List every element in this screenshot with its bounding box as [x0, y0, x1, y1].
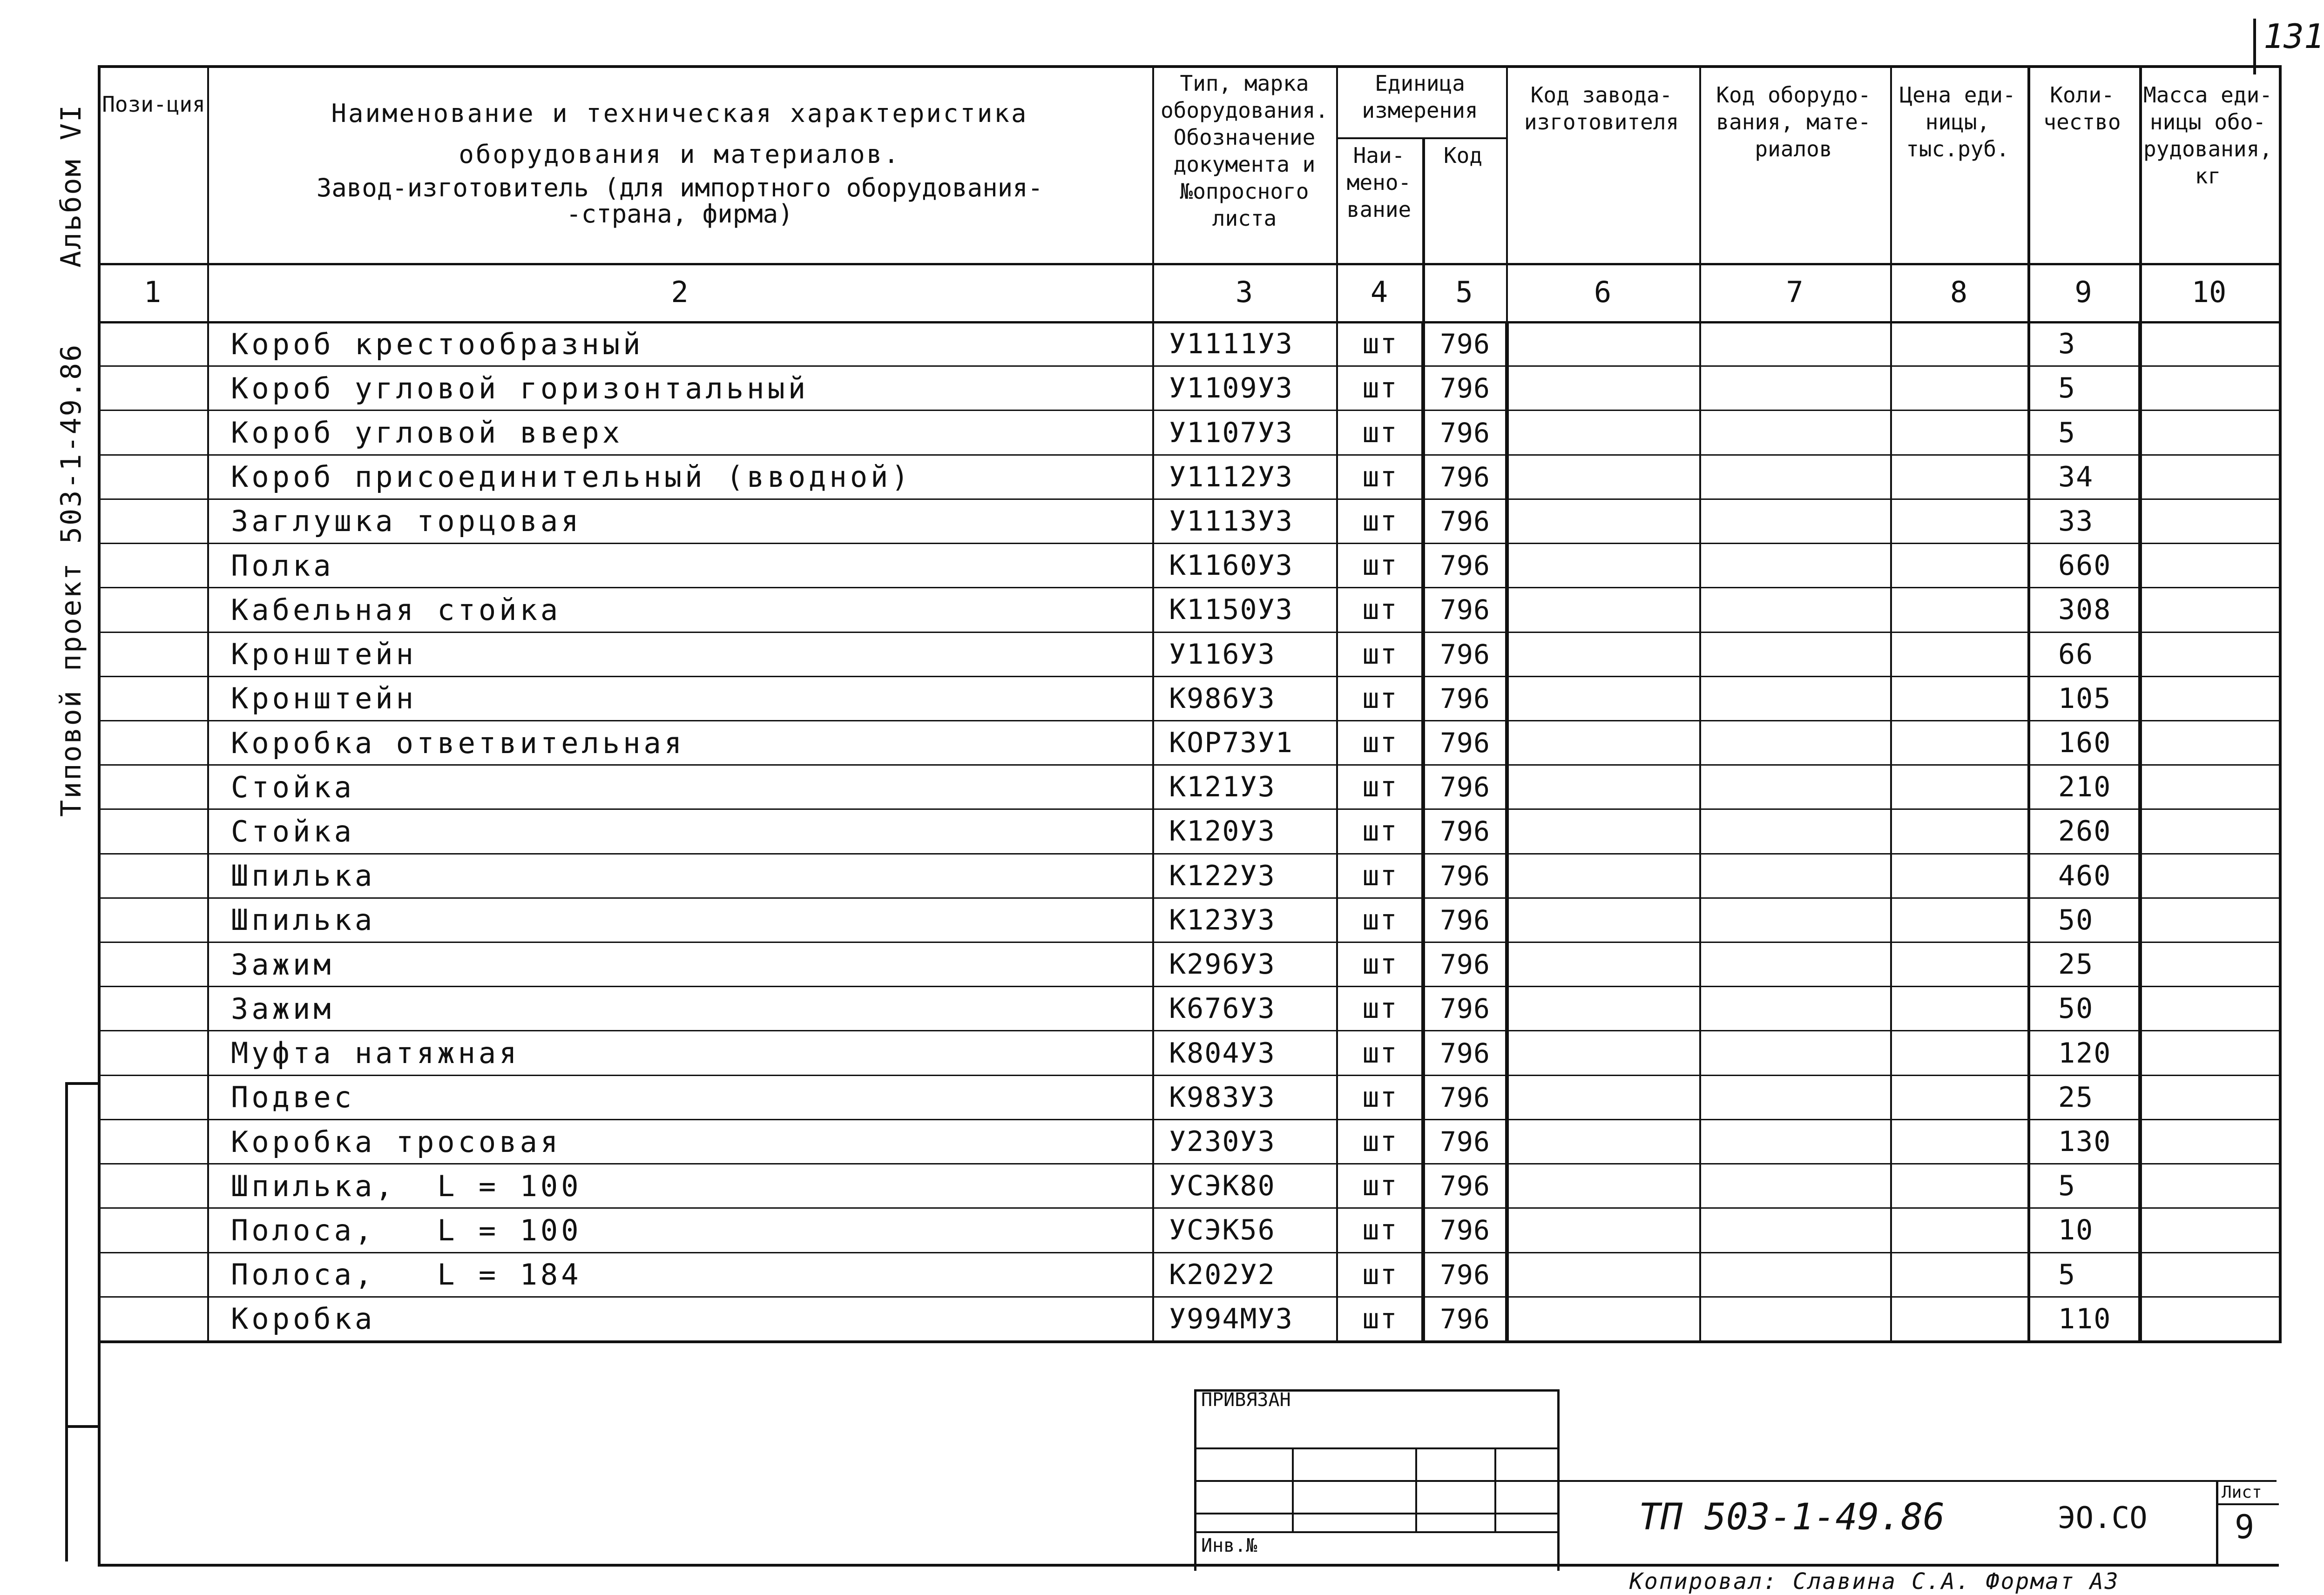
qty-column-rule — [2138, 321, 2142, 1340]
cell-unit: шт — [1362, 549, 1398, 582]
cell-unit: шт — [1362, 1170, 1398, 1203]
cell-code: 796 — [1440, 1170, 1490, 1202]
column-number: 4 — [1370, 275, 1388, 309]
column-rule — [207, 65, 209, 1340]
cell-code: 796 — [1440, 904, 1490, 936]
cell-unit: шт — [1362, 372, 1398, 405]
cell-code: 796 — [1440, 1303, 1490, 1335]
cell-qty: 5 — [2058, 416, 2076, 449]
cell-qty: 5 — [2058, 372, 2076, 405]
cell-code: 796 — [1440, 461, 1490, 493]
cell-unit: шт — [1362, 1214, 1398, 1247]
header-unit-mass: Масса еди-ницы обо-рудования, кг — [2143, 82, 2272, 188]
cell-unit: шт — [1362, 948, 1398, 981]
cell-qty: 25 — [2058, 1081, 2094, 1114]
cell-code: 796 — [1440, 1126, 1490, 1158]
cell-qty: 110 — [2058, 1302, 2112, 1335]
cell-qty: 460 — [2058, 859, 2112, 892]
cell-unit: шт — [1362, 505, 1398, 538]
cell-type: У1109У3 — [1169, 372, 1293, 405]
header-plant-code: Код завода-изготовителя — [1524, 82, 1679, 135]
cell-qty: 120 — [2058, 1036, 2112, 1070]
stamp-rule — [1194, 1480, 2277, 1482]
cell-name: Зажим — [231, 947, 334, 982]
header-unit-group: Единица измерения — [1362, 71, 1478, 123]
cell-type: У230У3 — [1169, 1125, 1276, 1158]
cell-type: К1150У3 — [1169, 593, 1293, 626]
cell-unit: шт — [1362, 1081, 1398, 1114]
cell-unit: шт — [1362, 1125, 1398, 1158]
stamp-rule — [1194, 1531, 1557, 1533]
cell-name: Короб угловой горизонтальный — [231, 371, 809, 405]
cell-type: К983У3 — [1169, 1081, 1276, 1114]
column-number: 5 — [1455, 275, 1473, 309]
column-rule — [1152, 65, 1154, 1340]
cell-unit: шт — [1362, 903, 1398, 936]
cell-code: 796 — [1440, 815, 1490, 848]
cell-type: КОР73У1 — [1169, 727, 1293, 760]
cell-unit: шт — [1362, 815, 1398, 848]
table-bottom-border — [98, 1564, 2279, 1567]
cell-qty: 160 — [2058, 727, 2112, 760]
cell-name: Шпилька, L = 100 — [231, 1169, 582, 1203]
cell-code: 796 — [1440, 328, 1490, 360]
code-column-rule — [1505, 321, 1509, 1340]
cell-unit: шт — [1362, 416, 1398, 449]
cell-type: У1112У3 — [1169, 460, 1293, 493]
header-unit-code: Код — [1443, 143, 1483, 168]
cell-type: У1113У3 — [1169, 505, 1293, 538]
header-equipment-code: Код оборудо-вания, мате-риалов — [1716, 82, 1871, 162]
column-number: 9 — [2074, 275, 2092, 309]
cell-qty: 3 — [2058, 328, 2076, 361]
stamp-rule — [1292, 1447, 1294, 1531]
header-name: Наименование и техническая характеристика оборудования и материалов. Завод-изготовитель (для импортного оборудования- -страна, фирма) — [316, 99, 1043, 229]
column-number: 8 — [1950, 275, 1968, 309]
stamp-inventory-label: Инв.№ — [1201, 1535, 1257, 1556]
cell-name: Кронштейн — [231, 637, 417, 672]
stamp-section: ЭО.СО — [2058, 1501, 2148, 1535]
cell-unit: шт — [1362, 1036, 1398, 1070]
cell-qty: 25 — [2058, 948, 2094, 981]
cell-code: 796 — [1440, 417, 1490, 449]
cell-qty: 210 — [2058, 771, 2112, 804]
table-top-border — [98, 65, 2279, 68]
cell-type: У1107У3 — [1169, 416, 1293, 449]
cell-qty: 5 — [2058, 1258, 2076, 1291]
cell-type: К123У3 — [1169, 903, 1276, 936]
stamp-rule — [1194, 1447, 1557, 1449]
header-quantity: Коли-чество — [2043, 82, 2121, 135]
column-number: 6 — [1594, 275, 1612, 309]
cell-type: К676У3 — [1169, 992, 1276, 1025]
code-column-rule — [1421, 321, 1425, 1340]
header-unit-name: Наи-мено-вание — [1346, 143, 1412, 222]
cell-qty: 660 — [2058, 549, 2112, 582]
cell-qty: 66 — [2058, 638, 2094, 671]
cell-type: К120У3 — [1169, 815, 1276, 848]
stamp-bound-label: ПРИВЯЗАН — [1201, 1389, 1291, 1411]
cell-name: Короб угловой вверх — [231, 416, 623, 450]
column-number: 3 — [1235, 275, 1253, 309]
cell-code: 796 — [1440, 1037, 1490, 1069]
cell-unit: шт — [1362, 1302, 1398, 1335]
cell-type: К202У2 — [1169, 1258, 1276, 1291]
cell-qty: 105 — [2058, 682, 2112, 715]
cell-name: Полоса, L = 184 — [231, 1258, 582, 1292]
cell-unit: шт — [1362, 638, 1398, 671]
cell-code: 796 — [1440, 1259, 1490, 1291]
table-body-bottom — [98, 1340, 2282, 1343]
cell-code: 796 — [1440, 372, 1490, 404]
cell-code: 796 — [1440, 993, 1490, 1025]
cell-name: Подвес — [231, 1080, 355, 1115]
cell-qty: 5 — [2058, 1170, 2076, 1203]
cell-name: Кабельная стойка — [231, 592, 561, 627]
stamp-sheet-label: Лист — [2222, 1483, 2262, 1502]
cell-qty: 34 — [2058, 460, 2094, 493]
cell-name: Шпилька — [231, 903, 376, 937]
cell-type: К121У3 — [1169, 771, 1276, 804]
cell-name: Коробка ответвительная — [231, 726, 685, 760]
cell-name: Стойка — [231, 814, 355, 848]
cell-type: К296У3 — [1169, 948, 1276, 981]
table-right-border — [2279, 65, 2282, 1343]
stamp-rule — [1494, 1447, 1496, 1531]
column-number: 10 — [2191, 275, 2227, 309]
cell-name: Полка — [231, 548, 334, 583]
column-number: 7 — [1786, 275, 1804, 309]
cell-qty: 33 — [2058, 505, 2094, 538]
header-type: Тип, марка оборудования. Обозначение документа и №опросного листа — [1160, 71, 1329, 231]
cell-qty: 10 — [2058, 1214, 2094, 1247]
album-label: Альбом VI — [55, 103, 88, 268]
cell-name: Коробка тросовая — [231, 1124, 561, 1159]
cell-name: Полоса, L = 100 — [231, 1213, 582, 1247]
cell-name: Кронштейн — [231, 681, 417, 716]
cell-type: У116У3 — [1169, 638, 1276, 671]
cell-name: Короб присоединительный (вводной) — [231, 460, 912, 494]
cell-name: Зажим — [231, 991, 334, 1026]
cell-name: Коробка — [231, 1302, 376, 1336]
cell-name: Муфта натяжная — [231, 1036, 520, 1070]
cell-unit: шт — [1362, 1258, 1398, 1291]
cell-qty: 50 — [2058, 992, 2094, 1025]
column-number: 2 — [671, 275, 689, 309]
cell-code: 796 — [1440, 682, 1490, 714]
stamp-rule — [1415, 1447, 1417, 1531]
cell-unit: шт — [1362, 328, 1398, 361]
column-rule — [1336, 65, 1338, 1340]
cell-code: 796 — [1440, 860, 1490, 892]
cell-name: Шпилька — [231, 859, 376, 893]
cell-qty: 260 — [2058, 815, 2112, 848]
cell-type: К1160У3 — [1169, 549, 1293, 582]
cell-unit: шт — [1362, 771, 1398, 804]
unit-group-rule — [1336, 137, 1506, 139]
cell-unit: шт — [1362, 727, 1398, 760]
column-rule — [1699, 65, 1701, 1340]
cell-type: У994МУ3 — [1169, 1302, 1293, 1335]
cell-code: 796 — [1440, 771, 1490, 803]
cell-type: К122У3 — [1169, 859, 1276, 892]
cell-unit: шт — [1362, 460, 1398, 493]
cell-type: К986У3 — [1169, 682, 1276, 715]
cell-code: 796 — [1440, 505, 1490, 537]
stamp-rule — [2216, 1480, 2218, 1564]
cell-code: 796 — [1440, 1214, 1490, 1246]
footer-copied-by: Копировал: Славина С.А. Формат А3 — [1629, 1568, 2120, 1595]
page-number: 131 — [2263, 17, 2324, 56]
stamp-rule — [2216, 1503, 2279, 1505]
cell-unit: шт — [1362, 593, 1398, 626]
cell-type: У1111У3 — [1169, 328, 1293, 361]
cell-code: 796 — [1440, 550, 1490, 582]
cell-qty: 50 — [2058, 903, 2094, 936]
cell-name: Стойка — [231, 770, 355, 804]
cell-qty: 308 — [2058, 593, 2112, 626]
column-number: 1 — [143, 275, 162, 309]
cell-type: УСЭК56 — [1169, 1214, 1276, 1247]
cell-unit: шт — [1362, 992, 1398, 1025]
cell-unit: шт — [1362, 682, 1398, 715]
cell-code: 796 — [1440, 1081, 1490, 1113]
stamp-rule — [1194, 1513, 1557, 1514]
cell-name: Заглушка торцовая — [231, 504, 582, 538]
cell-type: УСЭК80 — [1169, 1170, 1276, 1203]
cell-code: 796 — [1440, 727, 1490, 759]
stamp-sheet-number: 9 — [2235, 1508, 2255, 1546]
cell-code: 796 — [1440, 594, 1490, 626]
stamp-document-code: ТП 503-1-49.86 — [1639, 1496, 1945, 1538]
cell-code: 796 — [1440, 638, 1490, 670]
cell-type: К804У3 — [1169, 1036, 1276, 1070]
cell-code: 796 — [1440, 949, 1490, 981]
header-unit-price: Цена еди-ницы, тыс.руб. — [1899, 82, 2016, 162]
project-label: Типовой проект 503-1-49.86 — [55, 343, 88, 817]
cell-unit: шт — [1362, 859, 1398, 892]
column-rule — [1890, 65, 1892, 1340]
cell-name: Короб крестообразный — [231, 327, 644, 361]
cell-qty: 130 — [2058, 1125, 2112, 1158]
header-position: Пози-ция — [102, 92, 205, 117]
